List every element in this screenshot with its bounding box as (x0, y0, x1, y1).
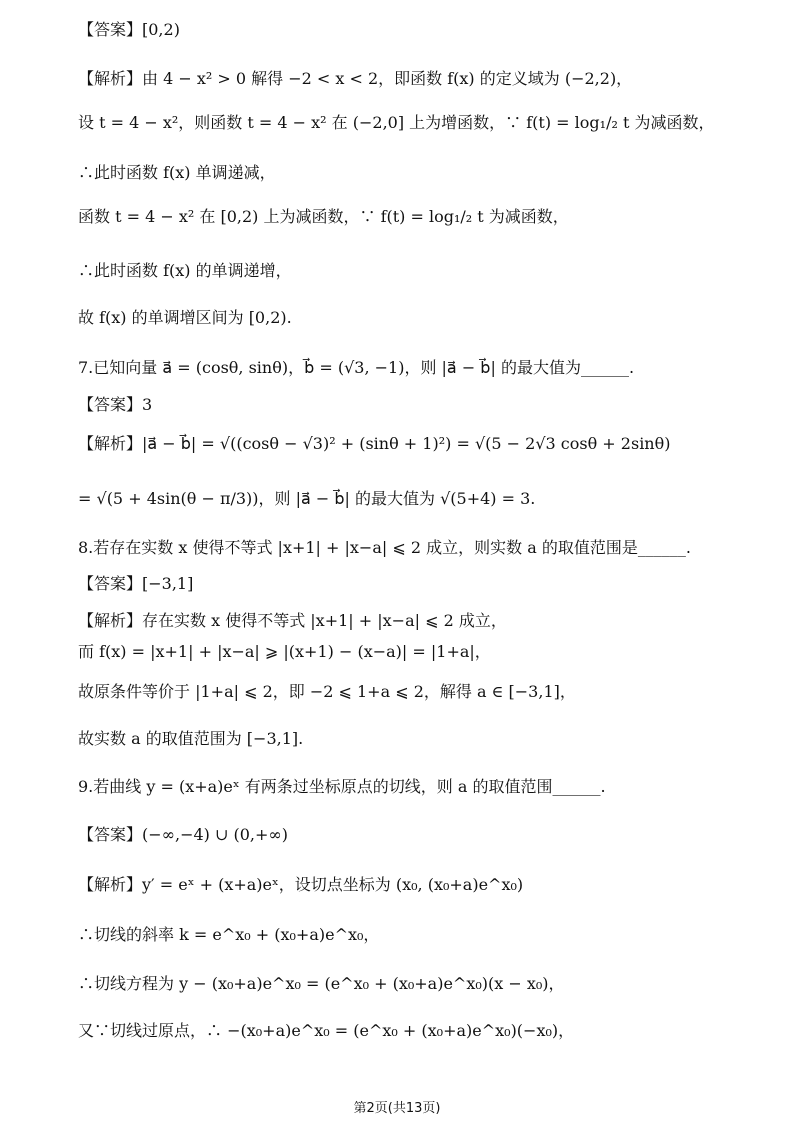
analysis-9-line-3: ∴切线方程为 y − (x₀+a)e^x₀ = (e^x₀ + (x₀+a)e^x₀)(x − x₀)， (78, 974, 565, 993)
analysis-8-line-1: 【解析】存在实数 x 使得不等式 |x+1| + |x−a| ⩽ 2 成立， (78, 611, 507, 630)
analysis-9-line-2: ∴切线的斜率 k = e^x₀ + (x₀+a)e^x₀， (78, 925, 380, 944)
question-8: 8.若存在实数 x 使得不等式 |x+1| + |x−a| ⩽ 2 成立，则实数 a 的取值范围是______. (78, 538, 691, 557)
analysis-6-line-5: ∴此时函数 f(x) 的单调递增， (78, 261, 292, 280)
answer-8: 【答案】[−3,1] (78, 574, 194, 593)
analysis-6-conclusion: 故 f(x) 的单调增区间为 [0,2). (78, 308, 292, 327)
answer-7: 【答案】3 (78, 395, 153, 414)
question-9: 9.若曲线 y = (x+a)eˣ 有两条过坐标原点的切线，则 a 的取值范围______. (78, 777, 606, 796)
analysis-6-line-2: 设 t = 4 − x²，则函数 t = 4 − x² 在 (−2,0] 上为增函数，∵ f(t) = log₁/₂ t 为减函数， (78, 113, 715, 132)
answer-6: 【答案】[0,2) (78, 20, 180, 39)
analysis-8-line-2: 而 f(x) = |x+1| + |x−a| ⩾ |(x+1) − (x−a)| = |1+a|， (78, 642, 491, 661)
analysis-6-line-1: 【解析】由 4 − x² > 0 解得 −2 < x < 2，即函数 f(x) 的定义域为 (−2,2)， (78, 69, 633, 88)
analysis-6-line-4: 函数 t = 4 − x² 在 [0,2) 上为减函数，∵ f(t) = log₁/₂ t 为减函数， (78, 207, 569, 226)
page-footer: 第2页(共13页) (353, 1101, 441, 1116)
analysis-9-line-1: 【解析】y′ = eˣ + (x+a)eˣ，设切点坐标为 (x₀, (x₀+a)e^x₀) (78, 875, 524, 894)
answer-9: 【答案】(−∞,−4) ∪ (0,+∞) (78, 825, 288, 844)
analysis-7-line-1: 【解析】|a⃗ − b⃗| = √((cosθ − √3)² + (sinθ + 1)²) = √(5 − 2√3 cosθ + 2sinθ) (78, 434, 671, 453)
analysis-7-line-2: = √(5 + 4sin(θ − π/3))，则 |a⃗ − b⃗| 的最大值为 √(5+4) = 3. (78, 489, 536, 508)
analysis-8-conclusion: 故实数 a 的取值范围为 [−3,1]. (78, 729, 304, 748)
analysis-6-line-3: ∴此时函数 f(x) 单调递减， (78, 163, 276, 182)
question-7: 7.已知向量 a⃗ = (cosθ, sinθ)，b⃗ = (√3, −1)，则 |a⃗ − b⃗| 的最大值为______. (78, 358, 635, 377)
analysis-9-line-4: 又∵切线过原点，∴ −(x₀+a)e^x₀ = (e^x₀ + (x₀+a)e^x₀)(−x₀)， (78, 1021, 575, 1040)
analysis-8-line-3: 故原条件等价于 |1+a| ⩽ 2，即 −2 ⩽ 1+a ⩽ 2，解得 a ∈ [−3,1]， (78, 682, 576, 701)
